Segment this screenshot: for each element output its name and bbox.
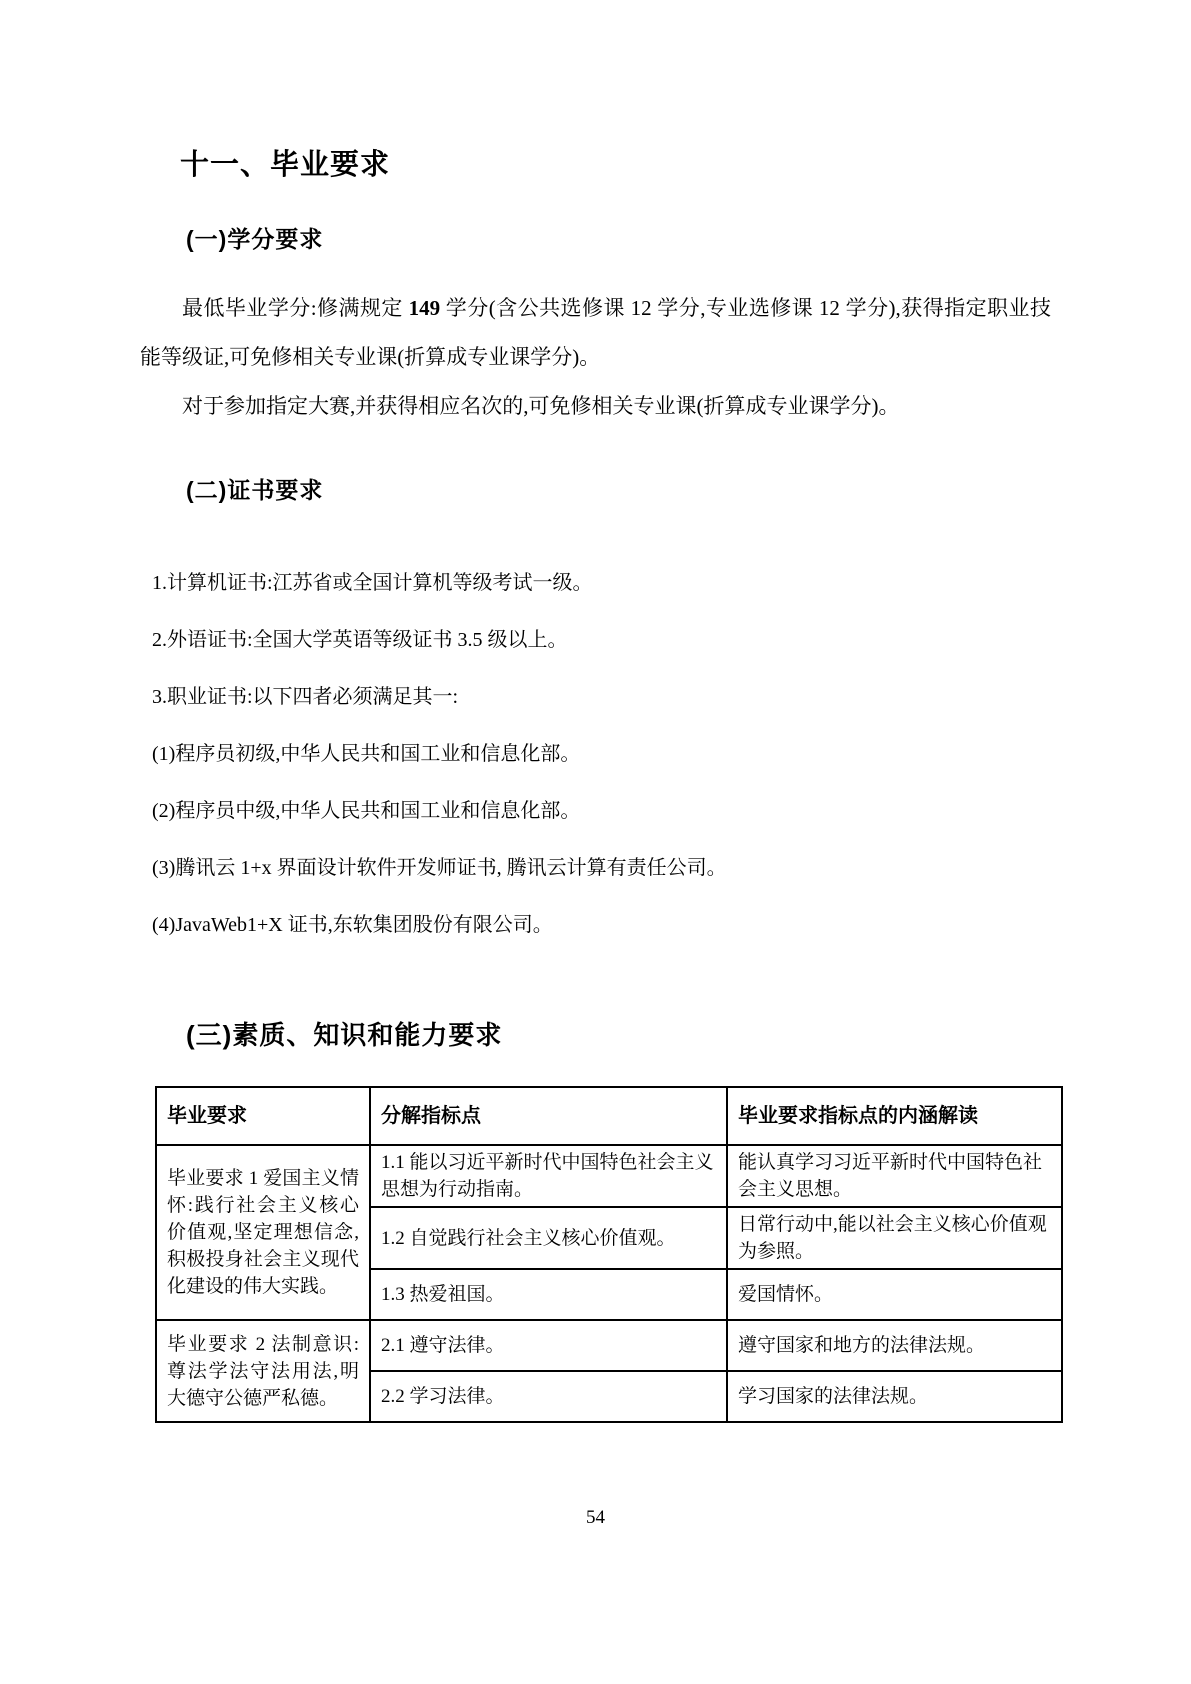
indicator-2-1-cell: 2.1 遵守法律。 [370,1320,727,1371]
requirement-2-cell: 毕业要求 2 法制意识:尊法学法守法用法,明大德守公德严私德。 [156,1320,370,1422]
table-header-row [156,1087,1062,1145]
table-row [156,1320,1062,1371]
header-graduation-requirement: 毕业要求 [156,1087,370,1145]
indicator-1-2-cell: 1.2 自觉践行社会主义核心价值观。 [370,1207,727,1269]
certificate-list [152,555,1051,954]
credits-p1-text-after: 学分(含公共选修课 12 学分,专业选修课 12 学分),获得指定职业技能等级证,可免修相关专业课(折算成专业课学分)。 [140,296,1051,369]
credits-paragraph-1 [140,284,1051,382]
header-indicator-point: 分解指标点 [370,1087,727,1145]
credits-paragraphs [140,284,1051,431]
requirements-table [155,1086,1063,1423]
interpretation-1-3-cell: 爱国情怀。 [727,1269,1062,1320]
header-interpretation: 毕业要求指标点的内涵解读 [727,1087,1062,1145]
certificate-item-vocational: 3.职业证书:以下四者必须满足其一: [152,686,459,708]
certificate-option-4: (4)JavaWeb1+X 证书,东软集团股份有限公司。 [152,914,553,936]
credits-p1-text-before: 最低毕业学分:修满规定 [182,296,409,320]
certificate-item-computer: 1.计算机证书:江苏省或全国计算机等级考试一级。 [152,572,593,594]
page-number: 54 [586,1507,605,1528]
certificate-option-1: (1)程序员初级,中华人民共和国工业和信息化部。 [152,743,581,765]
indicator-1-3-cell: 1.3 热爱祖国。 [370,1269,727,1320]
certificate-item-foreign-language: 2.外语证书:全国大学英语等级证书 3.5 级以上。 [152,629,568,651]
interpretation-2-2-cell: 学习国家的法律法规。 [727,1371,1062,1422]
section-heading-certificates: (二)证书要求 [186,477,324,503]
credits-paragraph-2: 对于参加指定大赛,并获得相应名次的,可免修相关专业课(折算成专业课学分)。 [182,394,900,418]
interpretation-1-2-cell: 日常行动中,能以社会主义核心价值观为参照。 [727,1207,1062,1269]
certificate-option-2: (2)程序员中级,中华人民共和国工业和信息化部。 [152,800,581,822]
table-row [156,1145,1062,1207]
page-title: 十一、毕业要求 [180,149,391,181]
indicator-1-1-cell: 1.1 能以习近平新时代中国特色社会主义思想为行动指南。 [370,1145,727,1207]
section-heading-credits: (一)学分要求 [186,226,324,252]
interpretation-1-1-cell: 能认真学习习近平新时代中国特色社会主义思想。 [727,1145,1062,1207]
credits-min-total-value: 149 [408,296,441,320]
section-heading-abilities: (三)素质、知识和能力要求 [186,1020,503,1050]
certificate-option-3: (3)腾讯云 1+x 界面设计软件开发师证书, 腾讯云计算有责任公司。 [152,857,727,879]
indicator-2-2-cell: 2.2 学习法律。 [370,1371,727,1422]
requirement-1-cell: 毕业要求 1 爱国主义情怀:践行社会主义核心价值观,坚定理想信念,积极投身社会主义现代化建设的伟大实践。 [156,1145,370,1320]
interpretation-2-1-cell: 遵守国家和地方的法律法规。 [727,1320,1062,1371]
